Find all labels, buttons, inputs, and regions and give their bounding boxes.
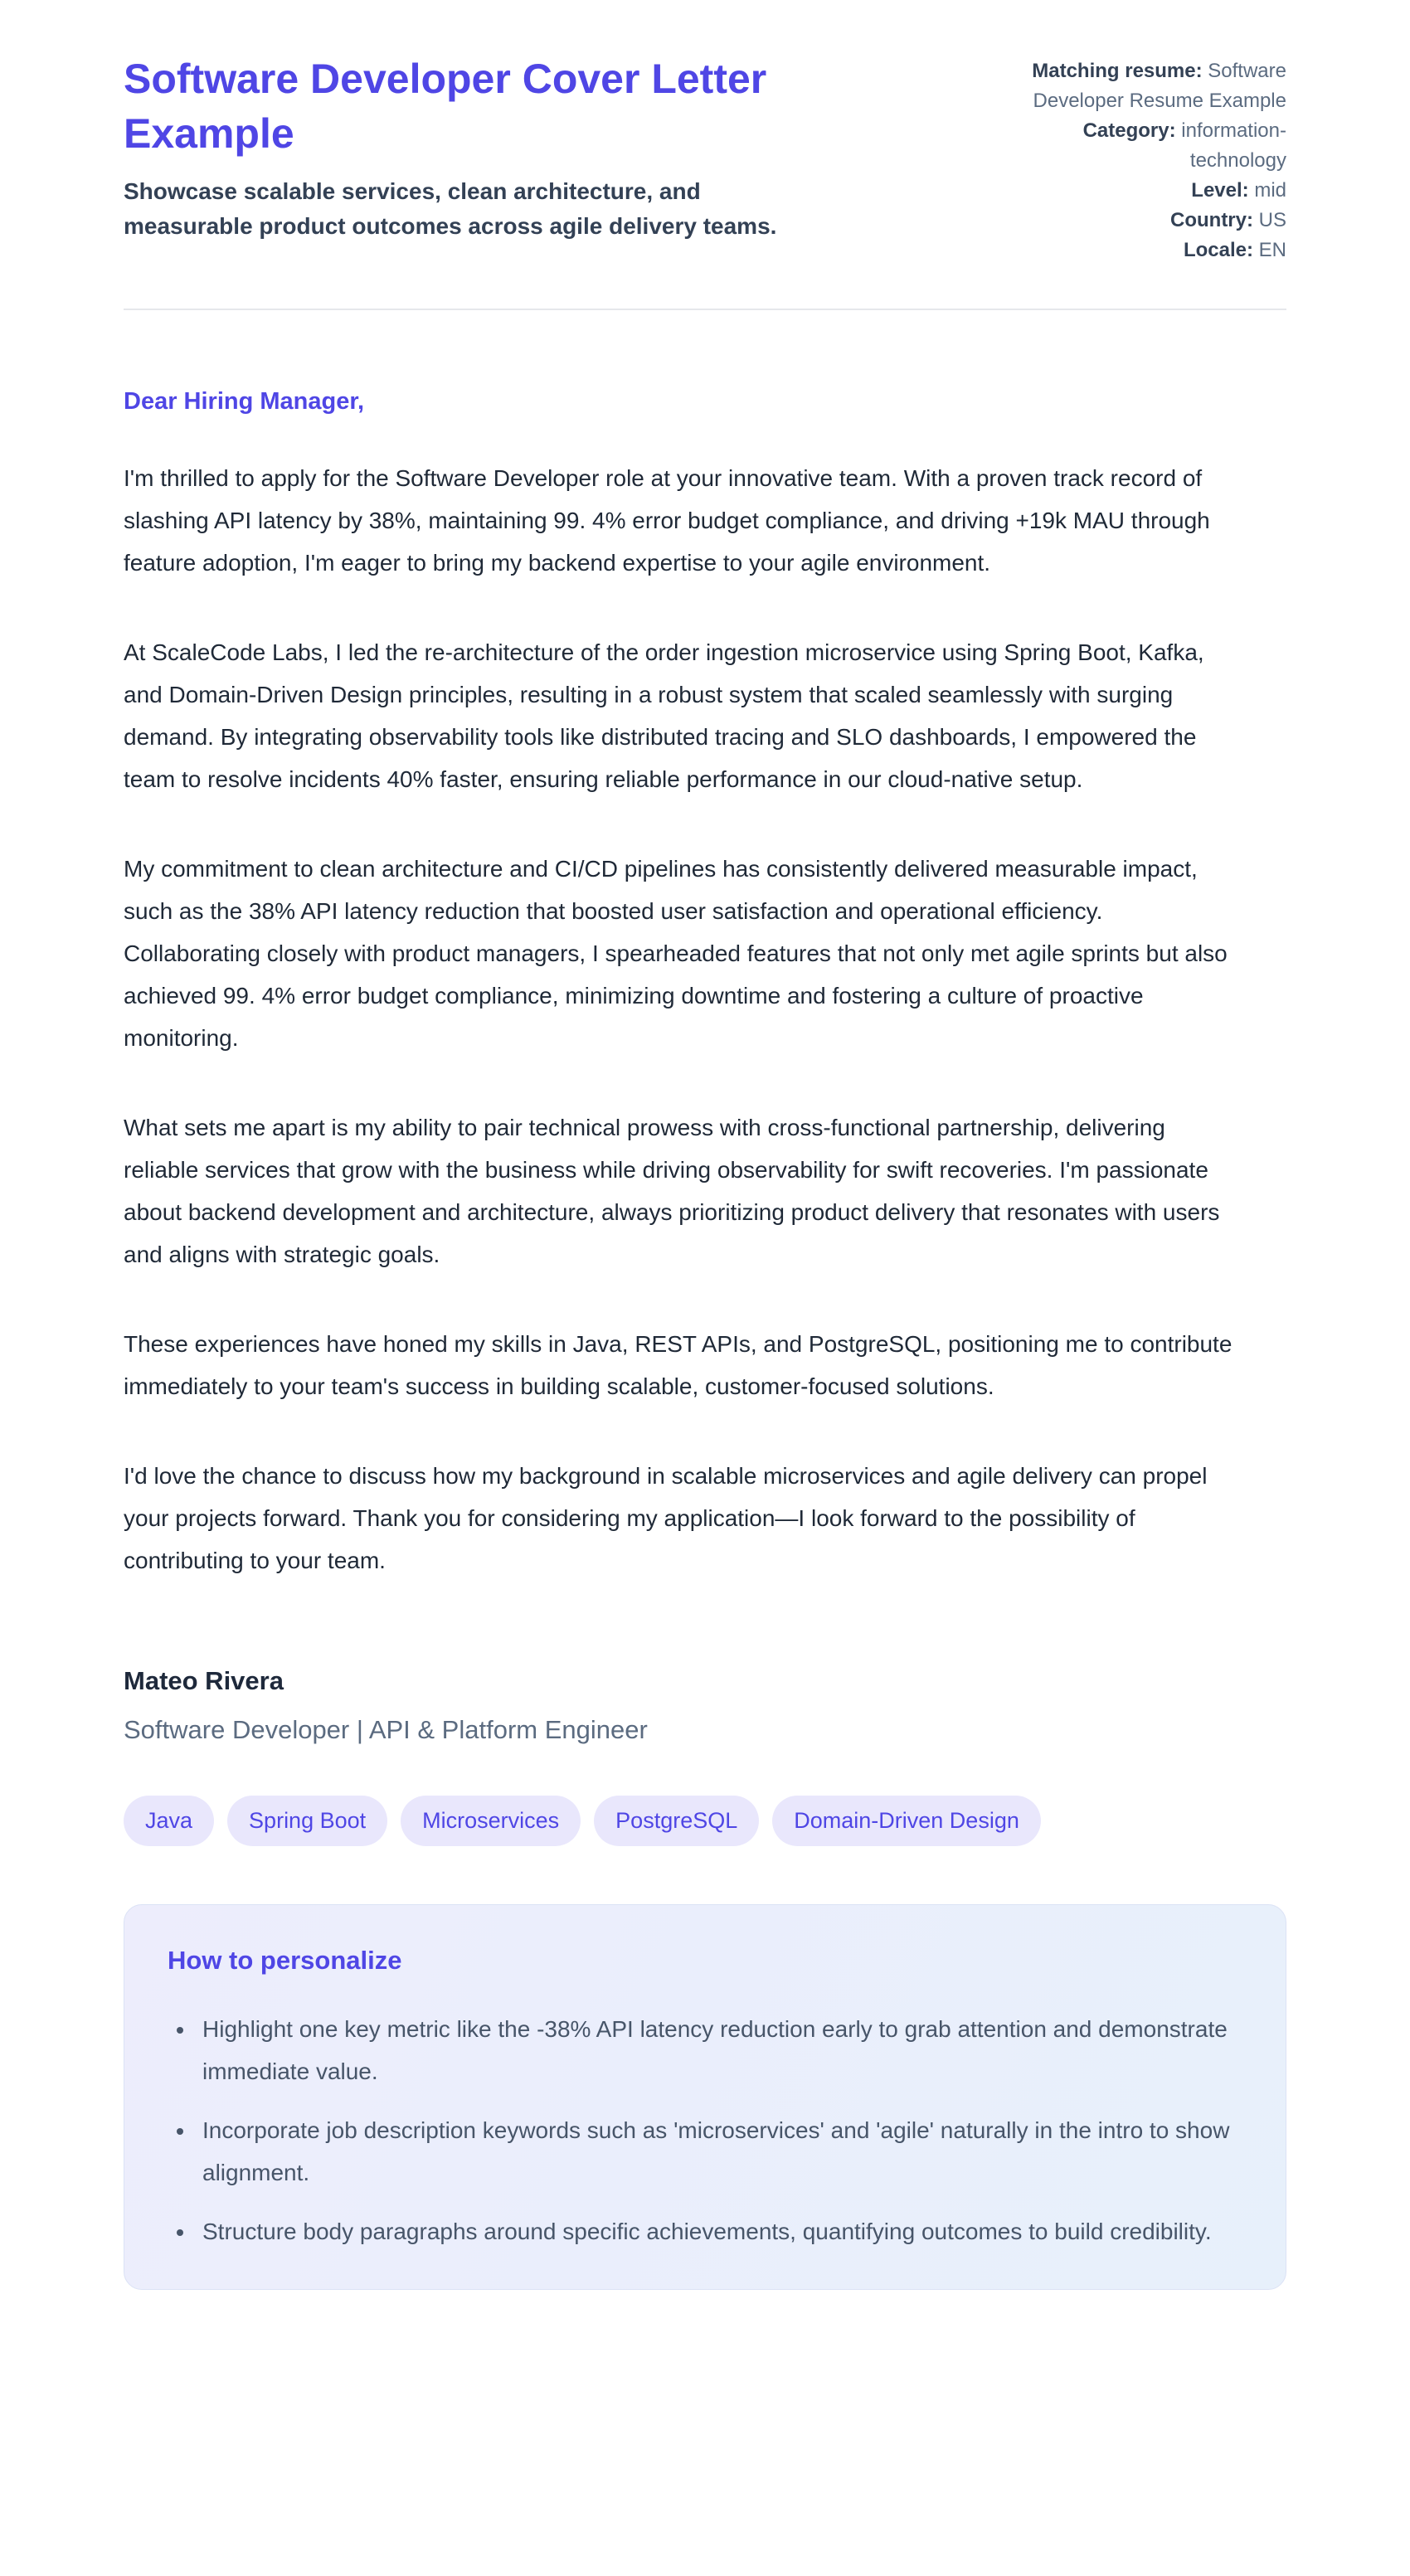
tip-item: • Structure body paragraphs around specific achievements, quantifying outcomes to build credibility. xyxy=(196,2210,1242,2253)
skill-tag: Spring Boot xyxy=(227,1796,387,1846)
meta-value: EN xyxy=(1258,239,1286,261)
meta-row xyxy=(1011,56,1286,116)
meta-value: Software Developer Resume Example xyxy=(1033,60,1286,112)
header-divider xyxy=(124,309,1286,310)
signature-name: Mateo Rivera xyxy=(124,1665,284,1695)
tip-item: • Highlight one key metric like the -38% API latency reduction early to grab attention and demonstrate immediate value. xyxy=(196,2008,1242,2092)
meta-row xyxy=(1011,176,1286,206)
meta-label: Country: xyxy=(1170,209,1253,231)
skill-tag: Java xyxy=(124,1796,214,1846)
meta-row xyxy=(1011,206,1286,236)
page-title: Software Developer Cover Letter Example xyxy=(124,56,767,157)
letter-paragraph: At ScaleCode Labs, I led the re-architecture of the order ingestion microservice using Spring Boot, Kafka, and Domain-Driven Design principles, resulting in a robust system that scaled seamlessly with surging demand. By integrating observability tools like distributed tracing and SLO dashboards, I empowered the team to resolve incidents 40% faster, ensuring reliable performance in our cloud-native setup. xyxy=(124,639,1204,792)
signature-role: Software Developer | API & Platform Engineer xyxy=(124,1714,648,1744)
tips-box xyxy=(124,1904,1286,2290)
letter-paragraph: These experiences have honed my skills in Java, REST APIs, and PostgreSQL, positioning me to contribute immediately to your team's success in building scalable, customer-focused solutions. xyxy=(124,1330,1233,1399)
skill-tag: PostgreSQL xyxy=(594,1796,759,1846)
letter-paragraph: My commitment to clean architecture and CI/CD pipelines has consistently delivered measurable impact, such as the 38% API latency reduction that boosted user satisfaction and operational efficiency. Collaborating closely with product managers, I spearheaded features that not only met agile sprints but also achieved 99. 4% error budget compliance, minimizing downtime and fostering a culture of proactive monitoring. xyxy=(124,855,1228,1051)
meta-value: information-technology xyxy=(1181,119,1286,172)
tips-list xyxy=(168,2008,1242,2253)
tip-item: • Incorporate job description keywords such as 'microservices' and 'agile' naturally in the intro to show alignment. xyxy=(196,2109,1242,2194)
meta-panel xyxy=(1011,51,1286,265)
skill-tag: Domain-Driven Design xyxy=(772,1796,1041,1846)
meta-label: Matching resume: xyxy=(1032,60,1203,82)
meta-label: Category: xyxy=(1082,119,1176,142)
letter-paragraph: I'm thrilled to apply for the Software Developer role at your innovative team. With a proven track record of slashing API latency by 38%, maintaining 99. 4% error budget compliance, and driving +19k MAU through feature adoption, I'm eager to bring my backend expertise to your agile environment. xyxy=(124,464,1210,576)
meta-label: Locale: xyxy=(1183,239,1253,261)
letter-paragraph: I'd love the chance to discuss how my background in scalable microservices and agile delivery can propel your projects forward. Thank you for considering my application—I look forward to the possibility of contributing to your team. xyxy=(124,1462,1208,1573)
meta-row xyxy=(1011,116,1286,176)
letter-body xyxy=(124,457,1286,1582)
meta-value: US xyxy=(1258,209,1286,231)
greeting: Dear Hiring Manager, xyxy=(124,388,365,415)
tips-heading: How to personalize xyxy=(168,1946,402,1976)
skill-tags xyxy=(124,1796,1286,1846)
skill-tag: Microservices xyxy=(401,1796,581,1846)
header xyxy=(124,51,1286,265)
meta-label: Level: xyxy=(1191,179,1249,202)
meta-value: mid xyxy=(1254,179,1286,202)
cover-letter xyxy=(124,385,1286,2290)
page xyxy=(124,0,1286,2340)
page-subtitle: Showcase scalable services, clean architecture, and measurable product outcomes across agile delivery teams. xyxy=(124,178,777,239)
meta-row xyxy=(1011,236,1286,265)
letter-paragraph: What sets me apart is my ability to pair technical prowess with cross-functional partnership, delivering reliable services that grow with the business while driving observability for swift recoveries. I'm passionate about backend development and architecture, always prioritizing product delivery that resonates with users and aligns with strategic goals. xyxy=(124,1114,1220,1267)
header-title-block xyxy=(124,51,971,244)
